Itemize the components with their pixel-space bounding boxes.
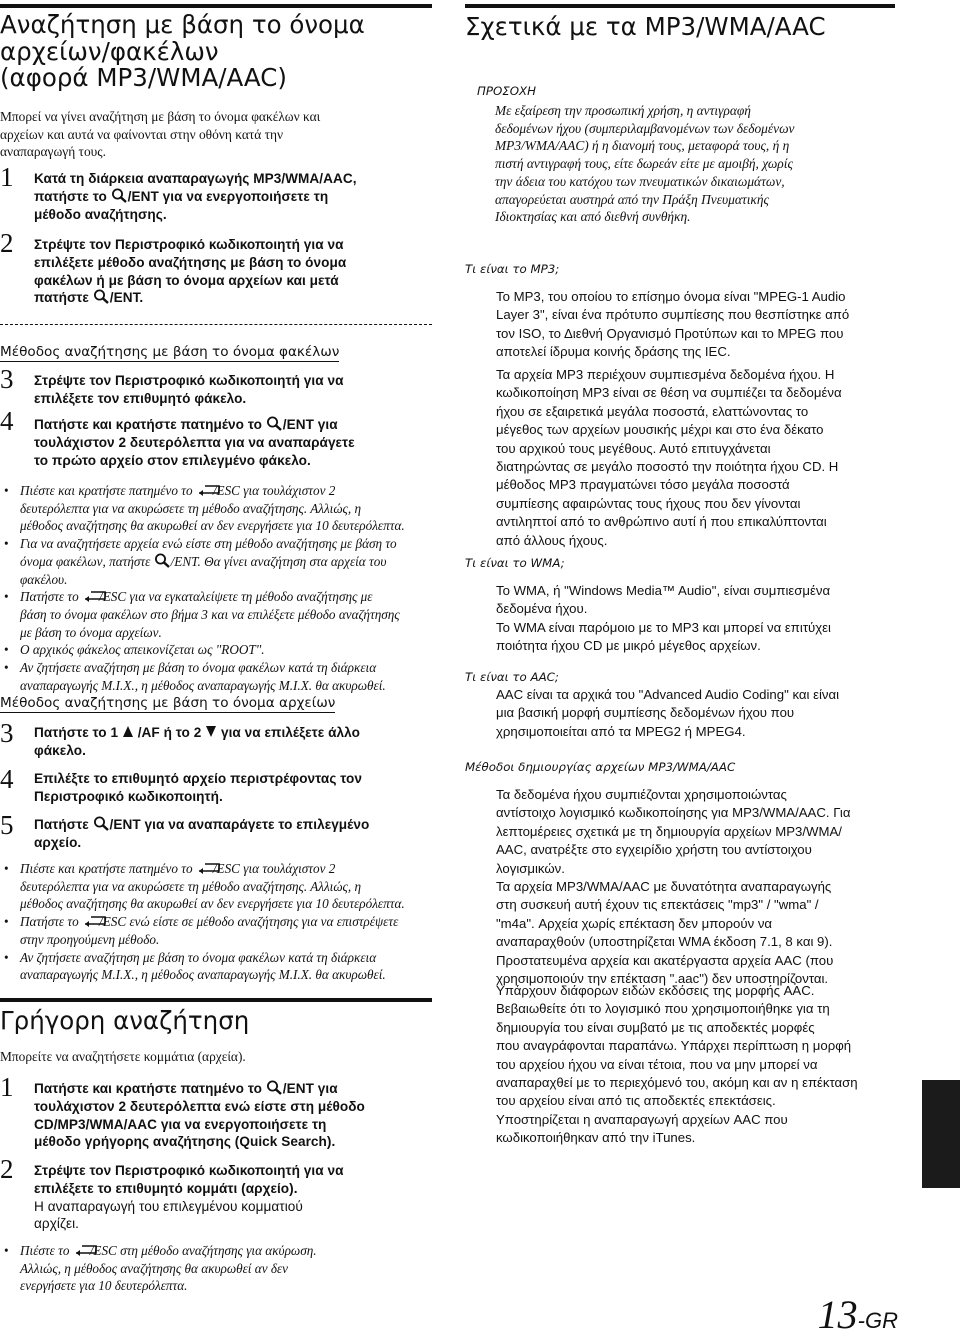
text-line: /ESC για τουλάχιστον 2 — [212, 861, 336, 876]
text-line: ήχου σε εξαιρετικά μεγάλα ποσοστά, ελαττώνοντας το — [496, 403, 809, 419]
note-item: • Για να αναζητήσετε αρχεία ενώ είστε στη μέθοδο αναζήτησης με βάση το όνομα φακέλων, πατήστε /ENT. Θα γίνει αναζήτηση στα αρχεία του φακέλου. — [4, 536, 397, 587]
return-arrow-icon — [82, 588, 99, 603]
text-line: ενεργήσετε για 10 δευτερόλεπτα. — [20, 1278, 188, 1294]
text-line: Πιέστε και κρατήστε πατημένο το — [20, 483, 193, 498]
text-line: Το MP3, του οποίου το επίσημο όνομα είναι "MPEG-1 Audio — [496, 289, 846, 304]
text-line: αναπαραγωγής Μ.Ι.Χ., η μέθοδος αναπαραγωγής Μ.Ι.Χ. θα ακυρωθεί. — [20, 677, 386, 693]
step-number: 1 — [0, 1072, 14, 1102]
methods-paragraph-1 — [496, 786, 926, 988]
text-line: Στρέψτε τον Περιστροφικό κωδικοποιητή για να — [34, 373, 344, 388]
step-number: 2 — [0, 228, 14, 258]
text-line: λεπτομέρειες σχετικά με τη δημιουργία αρχείων MP3/WMA/ — [496, 823, 842, 839]
magnifier-icon — [266, 1080, 283, 1095]
section-rule — [0, 998, 432, 1002]
text-line: για να επιλέξετε άλλο — [220, 725, 360, 740]
text-line: αντίστοιχο λογισμικό κωδικοποίησης για MP3/WMA/AAC. Για — [496, 805, 851, 821]
note-item: • Πατήστε το /ESC ενώ είστε σε μέθοδο αναζήτησης για να επιστρέψετε στην προηγούμενη μέθοδο. — [4, 914, 399, 947]
text-line: αποτελεί ίδρυμα κοινής δράσης της IEC. — [496, 344, 731, 360]
file-step-5 — [0, 810, 432, 856]
text-line: μέθοδος αναζήτησης θα ακυρωθεί αν δεν ενεργήσετε για 10 δευτερόλεπτα. — [20, 518, 405, 534]
text-line: /ENT. Θα γίνει αναζήτηση στα αρχεία του — [170, 553, 387, 569]
methods-heading: Μέθοδοι δημιουργίας αρχείων MP3/WMA/AAC — [465, 760, 736, 774]
quick-step-1 — [0, 1072, 432, 1156]
methods-paragraph-2 — [496, 982, 926, 1148]
text-line: αρχείο. — [34, 834, 82, 850]
text-line: δευτερόλεπτα για να ακυρώσετε τη μέθοδο αναζήτησης. Αλλιώς, η — [20, 500, 362, 516]
return-arrow-icon — [196, 860, 213, 875]
text-line: Υποστηρίζεται η αναπαραγωγή αρχείων AAC που — [496, 1111, 788, 1127]
text-line: Στρέψτε τον Περιστροφικό κωδικοποιητή για να — [34, 237, 344, 252]
text-line: Τα αρχεία MP3 περιέχουν συμπιεσμένα δεδομένα ήχου. Η — [496, 367, 835, 382]
text-line: δεδομένα ήχου. — [496, 601, 588, 617]
quick-search-intro: Μπορείτε να αναζητήσετε κομμάτια (αρχεία). — [0, 1049, 246, 1064]
text-line: Τα δεδομένα ήχου συμπιέζονται χρησιμοποιώντας — [496, 787, 787, 802]
text-line: δευτερόλεπτα για να ακυρώσετε τη μέθοδο αναζήτησης. Αλλιώς, η — [20, 878, 362, 894]
text-line: Ιδιοκτησίας και από διεθνή συνθήκη. — [495, 209, 691, 225]
wma-paragraph — [496, 582, 926, 656]
text-line: πατήστε — [34, 290, 89, 306]
text-line: Η αναπαραγωγή του επιλεγμένου κομματιού — [34, 1198, 303, 1214]
text-line: δημιουργία του είναι συμβατό με τις αποδεκτές μορφές — [496, 1019, 815, 1035]
text-line: τουλάχιστον 2 δευτερόλεπτα για να αναπαράγετε — [34, 434, 355, 450]
step-number: 4 — [0, 406, 14, 436]
mp3-paragraph-2 — [496, 366, 926, 550]
text-line: Πιέστε και κρατήστε πατημένο το — [20, 861, 193, 876]
text-line: βάση το όνομα φακέλων στο βήμα 3 και να επιλέξετε μέθοδο αναζήτησης — [20, 606, 400, 622]
text-line: Πατήστε το 1 — [34, 725, 119, 740]
text-line: Ο αρχικός φάκελος απεικονίζεται ως "ROOT". — [20, 642, 265, 658]
text-line: το πρώτο αρχείο στον επιλεγμένο φάκελο. — [34, 452, 311, 468]
file-notes — [0, 860, 432, 984]
text-line: αναπαραγωγής Μ.Ι.Χ., η μέθοδος αναπαραγωγής Μ.Ι.Χ. θα ακυρωθεί. — [20, 967, 386, 983]
quick-step-2 — [0, 1154, 432, 1236]
magnifier-icon — [111, 188, 128, 203]
text-line: από άλλους ήχους. — [496, 532, 608, 548]
text-line: Πατήστε — [34, 817, 89, 832]
text-line: του αρχικού τους μεγέθους. Αυτό επιτυγχάνεται — [496, 440, 771, 456]
text-line: του αρχείου ήχου να είναι τέτοια, που να μην μπορεί να — [496, 1056, 818, 1072]
page-number — [818, 1291, 898, 1338]
text-line: χρησιμοποιούν την επέκταση ".aac") δεν υποστηρίζονται. — [496, 971, 829, 987]
magnifier-icon — [154, 553, 171, 568]
text-line: πιστή αντιγραφή τους, είτε δωρεάν είτε με αμοιβή, χωρίς — [495, 156, 793, 172]
text-line: αντιληπτοί από το ανθρώπινο αυτί ή που επικαλύπτονται — [496, 514, 827, 530]
text-line: την άδεια του κατόχου των πνευματικών δικαιωμάτων, — [495, 173, 785, 189]
quick-notes — [0, 1242, 432, 1295]
dashed-divider — [0, 324, 432, 325]
text-line: Πιέστε το — [20, 1243, 70, 1258]
text-line: Επιλέξτε το επιθυμητό αρχείο περιστρέφοντας τον — [34, 771, 362, 786]
folder-step-4 — [0, 406, 432, 472]
step-text — [34, 816, 430, 852]
magnifier-icon — [266, 416, 283, 431]
title-line: (αφορά MP3/WMA/AAC) — [0, 63, 287, 92]
text-line: μέγεθος των αρχείων μουσικής μέχρι και στο ένα δέκατο — [496, 422, 824, 438]
text-line: Τα αρχεία MP3/WMA/AAC με δυνατότητα αναπαραγωγής — [496, 879, 832, 895]
text-line: μέθοδο γρήγορης αναζήτησης (Quick Search). — [34, 1134, 336, 1150]
return-arrow-icon — [82, 913, 99, 928]
text-line: τον ISO, το Διεθνή Οργανισμό Προτύπων και το MPEG που — [496, 325, 844, 341]
text-line: Μπορεί να γίνει αναζήτηση με βάση το όνομα φακέλων και — [0, 109, 321, 124]
text-line: διατηρώντας σε μεγάλο ποσοστό την ποιότητα ήχου CD. Η — [496, 459, 839, 475]
folder-step-3 — [0, 364, 432, 410]
text-line: AAC, ανατρέξτε στο εγχειρίδιο χρήστη του αντίστοιχου — [496, 842, 812, 858]
text-line: Για να αναζητήσετε αρχεία ενώ είστε στη μέθοδο αναζήτησης με βάση το — [20, 536, 397, 552]
step-text — [34, 770, 430, 806]
note-item: • Πατήστε το /ESC για να εγκαταλείψετε τη μέθοδο αναζήτησης με βάση το όνομα φακέλων στο βήμα 3 και να επιλέξετε μέθοδο αναζήτησης με βάση το όνομα αρχείων. — [4, 589, 400, 640]
text-line: Αν ζητήσετε αναζήτηση με βάση το όνομα φακέλων κατά τη διάρκεια — [20, 660, 377, 676]
text-line: "m4a". Αρχεία χωρίς επέκταση δεν μπορούν να — [496, 915, 773, 931]
folder-notes — [0, 482, 432, 694]
step-2 — [0, 228, 432, 312]
text-line: Πατήστε το — [20, 589, 79, 605]
note-item: • Πιέστε το /ESC στη μέθοδο αναζήτησης για ακύρωση. Αλλιώς, η μέθοδος αναζήτησης θα ακυρωθεί αν δεν ενεργήσετε για 10 δευτερόλεπτα. — [4, 1243, 317, 1294]
quick-search-title: Γρήγορη αναζήτηση — [0, 1006, 250, 1035]
title-line: αρχείων/φακέλων — [0, 36, 219, 66]
text-line: αρχείων και αυτά να φαίνονται στην οθόνη κατά την — [0, 126, 284, 142]
page-number-value: 13 — [817, 1292, 858, 1337]
title-line: Αναζήτηση με βάση το όνομα — [0, 10, 365, 39]
top-rule — [0, 4, 432, 8]
text-line: Layer 3", είναι ένα πρότυπο συμπίεσης που θεσπίστηκε από — [496, 307, 850, 323]
step-text — [34, 236, 430, 307]
text-line: επιλέξετε το επιθυμητό κομμάτι (αρχείο). — [34, 1180, 298, 1196]
intro-paragraph — [0, 108, 432, 161]
text-line: AAC είναι τα αρχικά του "Advanced Audio Coding" και είναι — [496, 687, 840, 702]
text-line: Προστατευμένα αρχεία και ακατέργαστα αρχεία AAC (που — [496, 952, 834, 968]
text-line: Στρέψτε τον Περιστροφικό κωδικοποιητή για να — [34, 1163, 344, 1178]
text-line: χρησιμοποιείται από τα MPEG2 ή MPEG4. — [496, 723, 746, 739]
step-number: 2 — [0, 1154, 14, 1184]
heading-text: Μέθοδος αναζήτησης με βάση το όνομα αρχείων — [0, 695, 336, 711]
step-number: 5 — [0, 810, 14, 840]
step-number: 3 — [0, 364, 14, 394]
text-line: φακέλων ή με βάση το όνομα αρχείων και μετά — [34, 272, 339, 288]
text-line: /ESC στη μέθοδο αναζήτησης για ακύρωση. — [89, 1243, 317, 1258]
section-tab — [922, 1080, 960, 1188]
step-text — [34, 416, 430, 469]
text-line: κωδικοποίηση MP3 είναι σε θέση να συμπιέζει τα δεδομένα — [496, 385, 842, 401]
note-item: • Ο αρχικός φάκελος απεικονίζεται ως "ROOT". — [4, 642, 265, 658]
text-line: συμπίεσης αφαιρώντας τους ήχους που δεν γίνονται — [496, 495, 801, 511]
note-item: • Αν ζητήσετε αναζήτηση με βάση το όνομα φακέλων κατά τη διάρκεια αναπαραγωγής Μ.Ι.Χ., η μέθοδος αναπαραγωγής Μ.Ι.Χ. θα ακυρωθεί. — [4, 660, 386, 693]
triangle-up-icon — [122, 724, 134, 739]
folder-method-heading — [0, 344, 339, 360]
section-title — [0, 12, 365, 92]
step-text — [34, 1080, 430, 1151]
text-line: δεδομένων ήχου (συμπεριλαμβανομένων των δεδομένων — [495, 120, 795, 136]
step-number: 3 — [0, 718, 14, 748]
text-line: /AF ή το 2 — [137, 725, 202, 740]
step-text — [34, 170, 430, 223]
text-line: Πατήστε και κρατήστε πατημένο το — [34, 1081, 262, 1096]
text-line: μέθοδος MP3 πραγματώνει τόσο μεγάλα ποσοστά — [496, 477, 790, 493]
text-line: /ENT για — [282, 1081, 338, 1096]
top-rule — [465, 4, 895, 8]
text-line: αναπαραχθεί με το περιεχόμενό του, ακόμη και αν η επέκταση — [496, 1075, 858, 1091]
text-line: στην προηγούμενη μέθοδο. — [20, 931, 160, 947]
text-line: μια βασική μορφή συμπίεσης δεδομένων ήχου που — [496, 705, 795, 721]
text-line: Περιστροφικό κωδικοποιητή. — [34, 788, 223, 804]
text-line: λογισμικών. — [496, 860, 565, 876]
text-line: αρχίζει. — [34, 1216, 79, 1232]
step-text — [34, 372, 430, 408]
text-line: με βάση το όνομα αρχείων. — [20, 624, 162, 640]
page-number-suffix: -GR — [857, 1308, 898, 1333]
text-line: απαγορεύεται αυστηρά από την Πράξη Πνευματικής — [495, 191, 769, 207]
text-line: Αλλιώς, η μέθοδος αναζήτησης θα ακυρωθεί αν δεν — [20, 1260, 289, 1276]
step-text — [34, 724, 430, 760]
magnifier-icon — [93, 289, 110, 304]
text-line: επιλέξετε τον επιθυμητό φάκελο. — [34, 390, 247, 406]
aac-heading: Τι είναι το AAC; — [465, 670, 559, 684]
text-line: CD/MP3/WMA/AAC για να ενεργοποιήσετε τη — [34, 1116, 327, 1132]
text-line: κωδικοποιήθηκαν από την iTunes. — [496, 1130, 696, 1146]
note-item: • Αν ζητήσετε αναζήτηση με βάση το όνομα φακέλων κατά τη διάρκεια αναπαραγωγής Μ.Ι.Χ., η μέθοδος αναπαραγωγής Μ.Ι.Χ. θα ακυρωθεί. — [4, 949, 386, 983]
text-line: επιλέξετε μέθοδο αναζήτησης με βάση το όνομα — [34, 254, 347, 270]
text-line: όνομα φακέλων, πατήστε — [20, 553, 151, 569]
text-line: μέθοδος αναζήτησης θα ακυρωθεί αν δεν ενεργήσετε για 10 δευτερόλεπτα. — [20, 896, 405, 912]
text-line: /ESC για να εγκαταλείψετε τη μέθοδο αναζήτησης με — [99, 589, 373, 605]
text-line: /ENT για να ενεργοποιήσετε τη — [127, 188, 329, 204]
wma-heading: Τι είναι το WMA; — [465, 556, 565, 570]
text-line: τουλάχιστον 2 δευτερόλεπτα ενώ είστε στη μέθοδο — [34, 1098, 365, 1114]
heading-text: Μέθοδος αναζήτησης με βάση το όνομα φακέλων — [0, 344, 340, 360]
magnifier-icon — [93, 816, 110, 831]
mp3-paragraph-1 — [496, 288, 926, 362]
text-line: Βεβαιωθείτε ότι το λογισμικό που χρησιμοποιήθηκε για τη — [496, 1001, 830, 1017]
return-arrow-icon — [196, 482, 213, 497]
text-line: Το WMA είναι παρόμοιο με το MP3 και μπορεί να επιτύχει — [496, 619, 831, 635]
aac-paragraph — [496, 686, 926, 741]
text-line: ποιότητα ήχου CD με μικρό μέγεθος αρχείων. — [496, 638, 761, 654]
text-line: /ESC ενώ είστε σε μέθοδο αναζήτησης για να επιστρέψετε — [99, 914, 399, 930]
triangle-down-icon — [205, 724, 217, 739]
text-line: αναπαραχθούν (υποστηρίζεται WMA έκδοση 7.1, 8 και 9). — [496, 934, 833, 950]
return-arrow-icon — [73, 1242, 90, 1257]
text-line: /ENT. — [109, 290, 144, 306]
section-title: Σχετικά με τα MP3/WMA/AAC — [465, 12, 826, 41]
text-line: /ESC για τουλάχιστον 2 — [212, 483, 336, 498]
text-line: στη συσκευή αυτή έχουν τις επεκτάσεις "mp3" / "wma" / — [496, 897, 819, 913]
text-line: Κατά τη διάρκεια αναπαραγωγής MP3/WMA/AAC, — [34, 171, 357, 186]
text-line: Με εξαίρεση την προσωπική χρήση, η αντιγραφή — [495, 103, 751, 118]
step-number: 4 — [0, 764, 14, 794]
text-line: φάκελο. — [34, 742, 86, 758]
text-line: /ENT για — [282, 417, 338, 432]
text-line: MP3/WMA/AAC) ή η διανομή τους, μεταφορά τους, ή η — [495, 138, 790, 154]
text-line: μέθοδο αναζήτησης. — [34, 206, 167, 222]
file-step-4 — [0, 764, 432, 810]
text-line: Αν ζητήσετε αναζήτηση με βάση το όνομα φακέλων κατά τη διάρκεια — [20, 949, 377, 965]
text-line: που αναγράφονται παραπάνω. Υπάρχει περίπτωση η μορφή — [496, 1038, 852, 1054]
text-line: Πατήστε και κρατήστε πατημένο το — [34, 417, 262, 432]
text-line: του αρχείου είναι από τις αποδεκτές επεκτάσεις. — [496, 1093, 776, 1109]
text-line: Το WMA, ή "Windows Media™ Audio", είναι συμπιεσμένα — [496, 583, 831, 598]
text-line: πατήστε το — [34, 188, 107, 204]
text-line: Υπάρχουν διάφορων ειδών εκδόσεις της μορφής AAC. — [496, 983, 815, 998]
text-line: φακέλου. — [20, 571, 68, 587]
caution-label: ΠΡΟΣΟΧΗ — [477, 84, 536, 98]
mp3-heading: Τι είναι το MP3; — [465, 262, 560, 276]
note-item: • Πιέστε και κρατήστε πατημένο το /ESC για τουλάχιστον 2 δευτερόλεπτα για να ακυρώσετε τη μέθοδο αναζήτησης. Αλλιώς, η μέθοδος αναζήτησης θα ακυρωθεί αν δεν ενεργήσετε για 10 δευτερόλεπτα. — [4, 483, 405, 534]
file-method-heading — [0, 695, 335, 711]
text-line: Πατήστε το — [20, 914, 79, 930]
file-step-3 — [0, 718, 432, 764]
caution-text — [495, 102, 895, 226]
step-text — [34, 1162, 430, 1233]
text-line: /ENT για να αναπαράγετε το επιλεγμένο — [109, 817, 370, 832]
step-1 — [0, 162, 432, 228]
text-line: αναπαραγωγή τους. — [0, 144, 106, 160]
note-item: • Πιέστε και κρατήστε πατημένο το /ESC για τουλάχιστον 2 δευτερόλεπτα για να ακυρώσετε τη μέθοδο αναζήτησης. Αλλιώς, η μέθοδος αναζήτησης θα ακυρωθεί αν δεν ενεργήσετε για 10 δευτερόλεπτα. — [4, 861, 405, 912]
step-number: 1 — [0, 162, 14, 192]
